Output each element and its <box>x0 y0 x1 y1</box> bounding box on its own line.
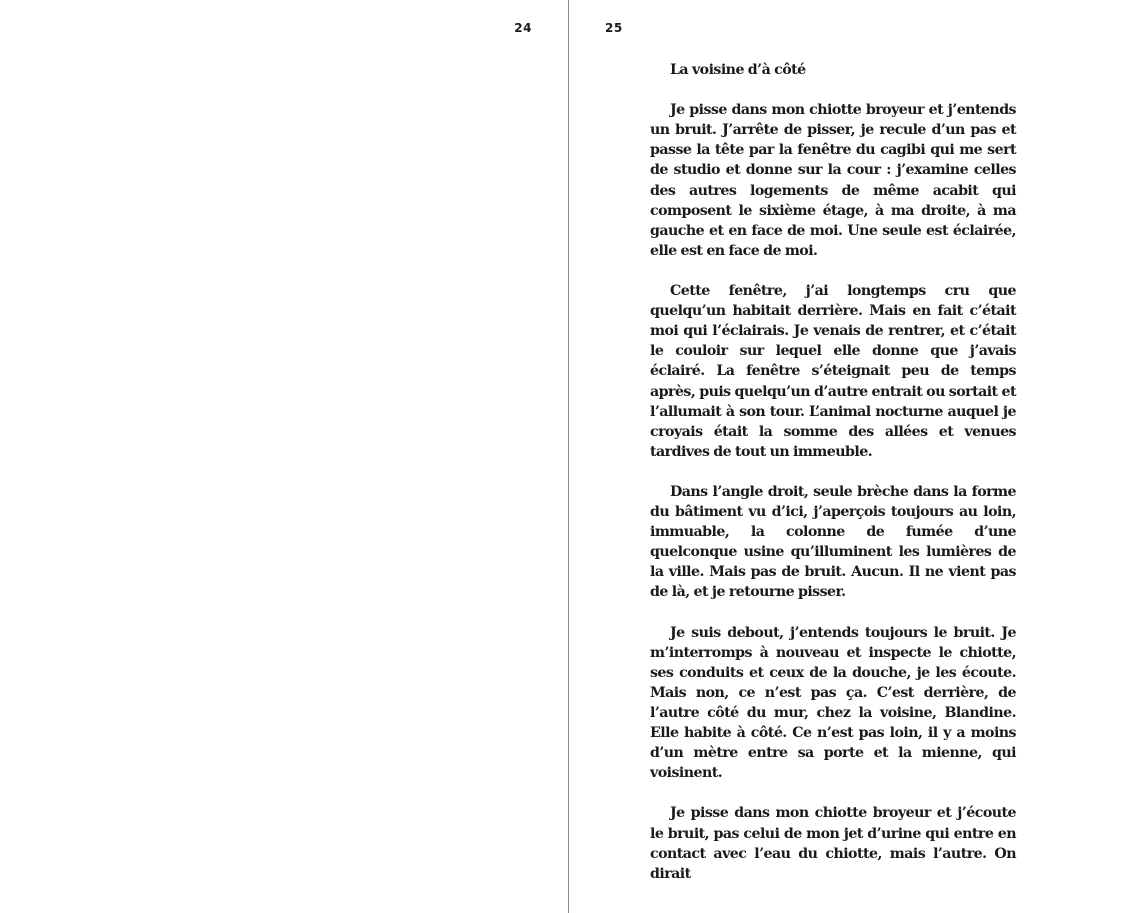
paragraph: Je pisse dans mon chiotte broyeur et j’écoute le bruit, pas celui de mon jet d’urine qui entre en contact avec l’eau du chiotte, mais l’autre. On dirait <box>650 805 1016 882</box>
body-text <box>650 60 1016 904</box>
page-number-left: 24 <box>514 21 532 35</box>
right-page <box>569 0 1137 913</box>
chapter-title: La voisine d’à côté <box>670 62 806 78</box>
paragraph: Dans l’angle droit, seule brèche dans la forme du bâtiment vu d’ici, j’aperçois toujours au loin, immuable, la colonne de fumée d’une quelconque usine qu’illuminent les lumières de la ville. Mais pas de bruit. Aucun. Il ne vient pas de là, et je retourne pisser. <box>650 483 1016 601</box>
paragraph: Je pisse dans mon chiotte broyeur et j’entends un bruit. J’arrête de pisser, je recule d’un pas et passe la tête par la fenêtre du cagibi qui me sert de studio et donne sur la cour : j’examine celles des autres logements de même acabit qui composent le sixième étage, à ma droite, à ma gauche et en face de moi. Une seule est éclairée, elle est en face de moi. <box>650 102 1016 259</box>
left-page <box>0 0 568 913</box>
paragraph: Je suis debout, j’entends toujours le bruit. Je m’interromps à nouveau et inspecte le chiotte, ses conduits et ceux de la douche, je les écoute. Mais non, ce n’est pas ça. C’est derrière, de l’autre côté du mur, chez la voisine, Blandine. Elle habite à côté. Ce n’est pas loin, il y a moins d’un mètre entre sa porte et la mienne, qui voisinent. <box>650 624 1016 782</box>
paragraph: Cette fenêtre, j’ai longtemps cru que quelqu’un habitait derrière. Mais en fait c’était moi qui l’éclairais. Je venais de rentrer, et c’était le couloir sur lequel elle donne que j’avais éclairé. La fenêtre s’éteignait peu de temps après, puis quelqu’un d’autre entrait ou sortait et l’allumait à son tour. L’animal nocturne auquel je croyais était la somme des allées et venues tardives de tout un immeuble. <box>650 283 1016 460</box>
page-number-right: 25 <box>605 21 623 35</box>
